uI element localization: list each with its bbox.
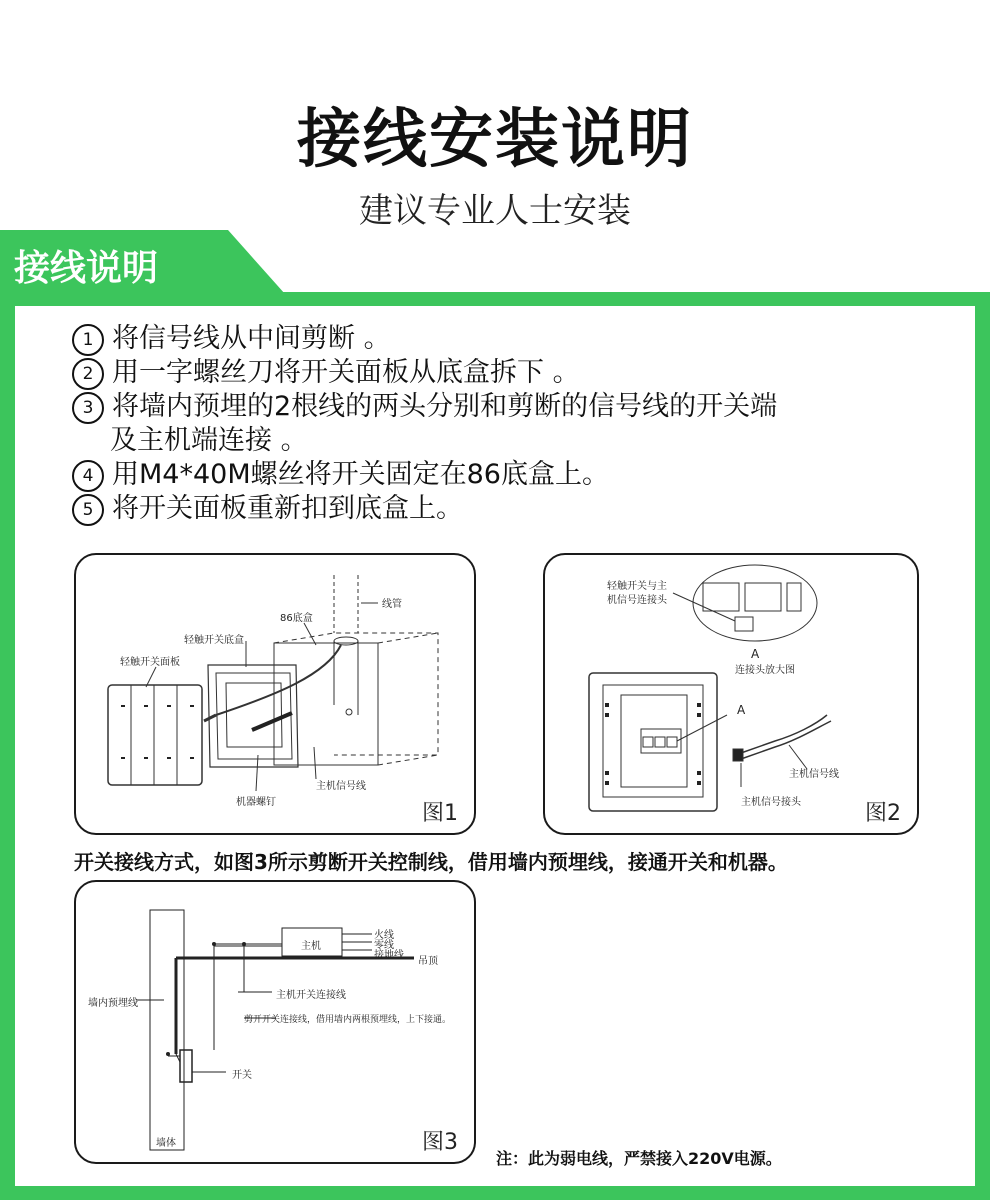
step-text: 用M4*40M螺丝将开关固定在86底盒上。 [112,459,609,490]
step-number: 4 [72,460,104,492]
figure-3-label: 图3 [422,1130,458,1155]
step-item [72,458,777,492]
fig3-label-embedded: 墙内预埋线 [88,998,138,1009]
step-number: 3 [72,392,104,424]
fig2-label-a-mid: A [737,703,746,717]
step-item [72,356,777,390]
fig2-label-main-signal: 主机信号线 [789,769,839,780]
fig1-label-screw: 机器螺钉 [236,797,276,808]
step-item [72,390,777,424]
step-number: 2 [72,358,104,390]
fig3-label-switch: 开关 [232,1070,252,1081]
fig2-label-a-top: A [751,647,760,661]
step-item [72,322,777,356]
fig3-label-host-switch-line: 主机开关连接线 [276,990,346,1001]
fig3-label-host: 主机 [301,941,321,952]
fig1-label-conduit: 线管 [382,599,402,610]
fig2-label-main-signal-connector: 主机信号接头 [741,797,801,808]
fig1-label-86box: 86底盒 [280,613,313,624]
step-text: 将墙内预埋的2根线的两头分别和剪断的信号线的开关端 [112,391,778,422]
fig2-label-zoom: 连接头放大图 [735,665,795,676]
fig1-label-switch-box: 轻触开关底盒 [184,635,244,646]
fig3-label-wall: 墙体 [156,1138,176,1149]
step-item-continued [72,424,777,458]
figure-2 [543,553,919,835]
fig3-label-cut-note: 剪开开关连接线，借用墙内两根预埋线，上下接通。 [244,1015,452,1025]
figure-3 [74,880,476,1164]
fig3-label-neutral: 零线 [374,940,394,951]
wiring-caption: 开关接线方式，如图3所示剪断开关控制线，借用墙内预埋线，接通开关和机器。 [74,850,788,874]
figure-2-drawing [545,555,917,833]
figure-1-drawing [76,555,474,833]
step-item [72,492,777,526]
fig1-label-switch-panel: 轻触开关面板 [120,657,180,668]
fig3-label-ceiling: 吊顶 [418,956,438,967]
safety-note: 注：此为弱电线，严禁接入220V电源。 [496,1149,782,1168]
step-text: 及主机端连接 。 [110,425,308,456]
figure-1-label: 图1 [422,801,458,826]
step-text: 将信号线从中间剪断 。 [112,323,391,354]
step-text: 用一字螺丝刀将开关面板从底盒拆下 。 [112,357,580,388]
page-title: 接线安装说明 [297,103,693,177]
steps-list [72,322,777,526]
page-subtitle: 建议专业人士安装 [359,191,631,231]
figure-1 [74,553,476,835]
figure-2-label: 图2 [865,801,901,826]
fig2-label-connector-1: 轻触开关与主 [607,581,667,592]
step-number: 5 [72,494,104,526]
fig3-label-ground: 接地线 [374,950,404,961]
section-tab-label: 接线说明 [14,248,159,289]
step-text: 将开关面板重新扣到底盒上。 [112,493,463,524]
fig2-label-connector-2: 机信号连接头 [607,595,667,606]
fig1-label-main-signal: 主机信号线 [316,781,366,792]
fig3-label-live: 火线 [374,930,394,941]
step-number: 1 [72,324,104,356]
